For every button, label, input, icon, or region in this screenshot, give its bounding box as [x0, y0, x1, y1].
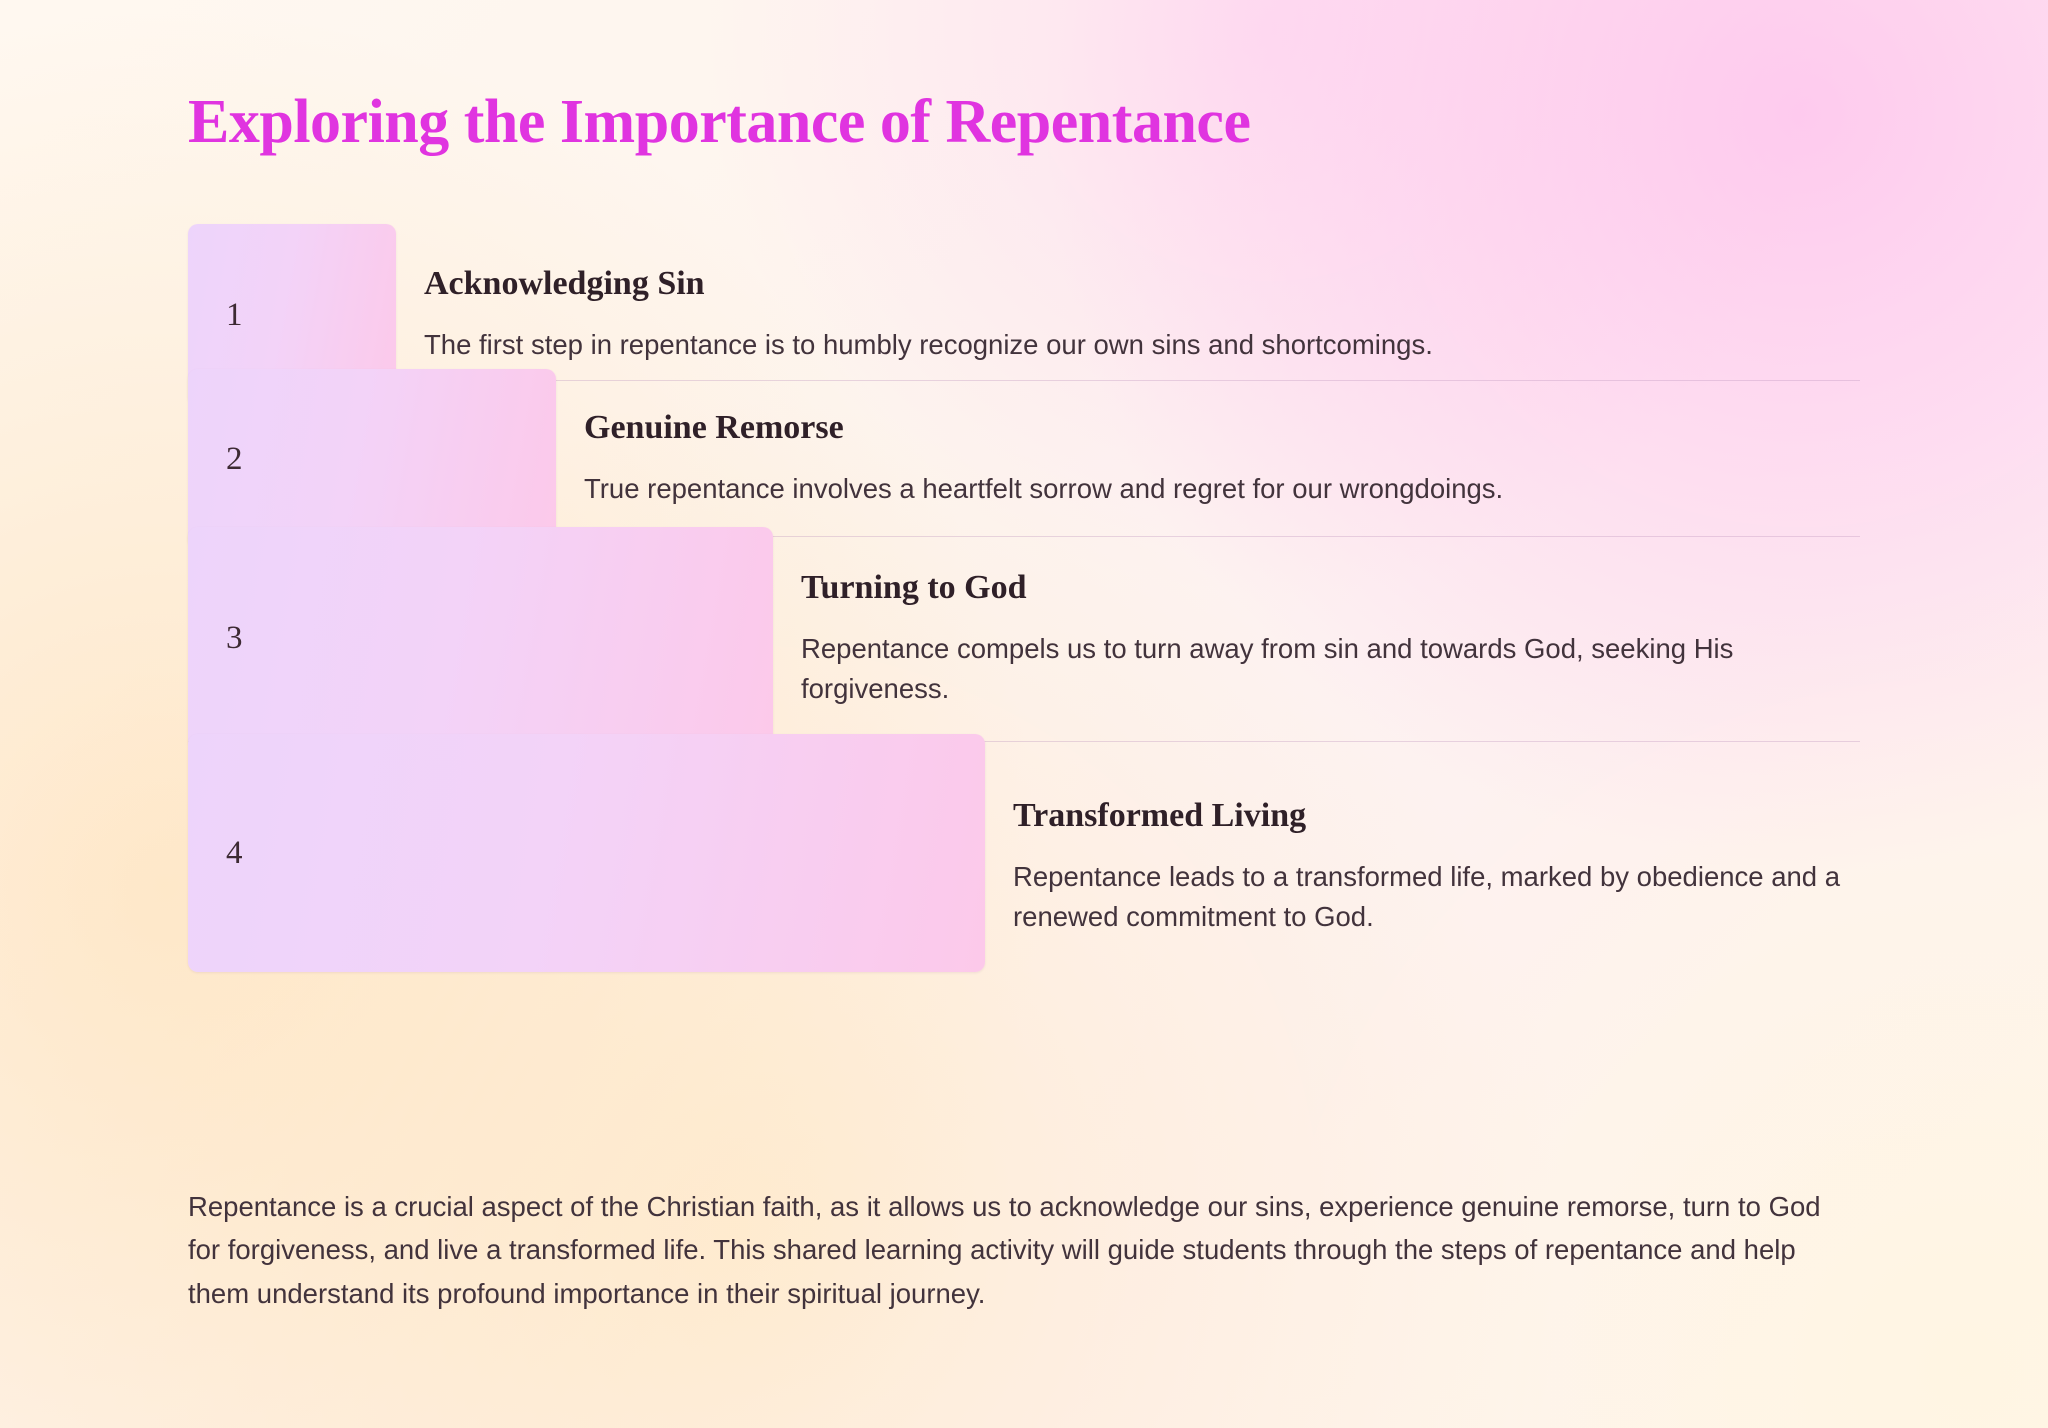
step-content — [396, 250, 1860, 380]
step-content — [773, 537, 1860, 741]
step-heading: Turning to God — [801, 569, 1027, 607]
step-content — [985, 742, 1860, 992]
step-description: True repentance involves a heartfelt sorrow and regret for our wrongdoings. — [584, 472, 1504, 504]
list-item — [188, 742, 1860, 992]
step-description: Repentance compels us to turn away from sin and towards God, seeking His forgiveness. — [801, 633, 1734, 704]
steps-list — [188, 250, 1860, 992]
summary-paragraph: Repentance is a crucial aspect of the Christian faith, as it allows us to acknowledge our sins, experience genuine remorse, turn to God for forgiveness, and live a transformed life. This shared learning activity will guide students through the steps of repentance and help them understand its profound importance in their spiritual journey. — [188, 1191, 1821, 1309]
step-heading: Genuine Remorse — [584, 408, 844, 446]
page-title: Exploring the Importance of Repentance — [188, 88, 1251, 156]
step-number-box — [188, 369, 556, 549]
list-item — [188, 381, 1860, 537]
step-number: 1 — [226, 296, 243, 333]
step-description: The first step in repentance is to humbly recognize our own sins and shortcomings. — [424, 329, 1433, 361]
step-number: 2 — [226, 440, 243, 477]
step-number: 4 — [226, 834, 243, 871]
list-item — [188, 537, 1860, 742]
step-description: Repentance leads to a transformed life, marked by obedience and a renewed commitment to God. — [1013, 861, 1841, 932]
step-heading: Transformed Living — [1013, 797, 1307, 835]
step-number-box — [188, 527, 773, 749]
step-content — [556, 381, 1860, 536]
list-item — [188, 250, 1860, 381]
step-number: 3 — [226, 619, 243, 656]
step-heading: Acknowledging Sin — [424, 265, 705, 303]
step-number-box — [188, 734, 985, 972]
